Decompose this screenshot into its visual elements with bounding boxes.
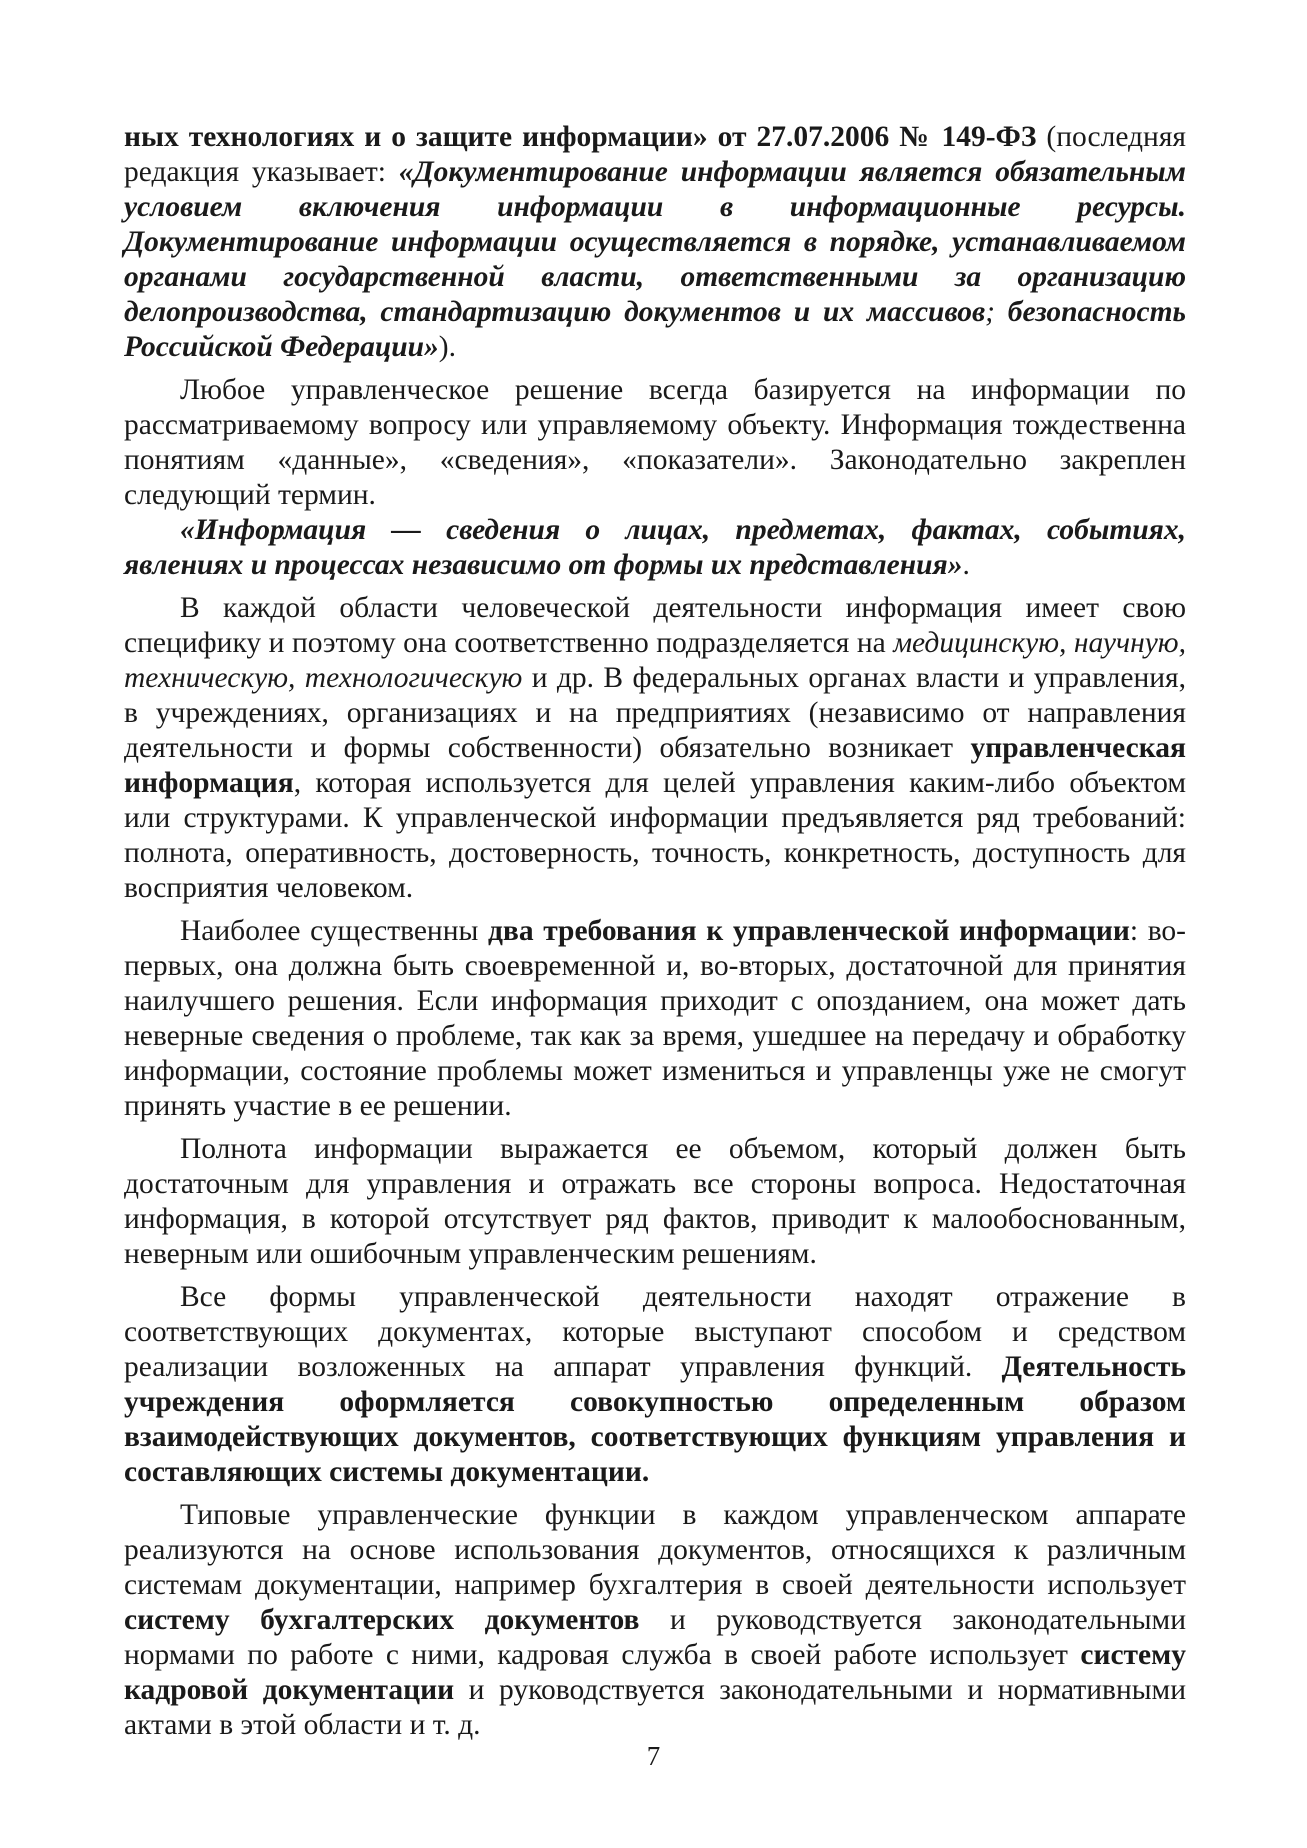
text-run: Деятельность учреждения оформляется совокупностью определенным образом взаимодействующих документов, соответствующих функциям управления и составляющих системы документации. [124,1351,1186,1488]
text-run: Наиболее существенны [180,915,488,947]
paragraph-5 [124,1132,1186,1272]
text-run: Полнота информации выражается ее объемом, который должен быть достаточным для управления и отражать все стороны вопроса. Недостаточная информация, в которой отсутствует ряд фактов, приводит к малообоснованным, неверным или ошибочным управленческим решениям. [124,1133,1186,1270]
paragraph-1 [124,373,1186,513]
text-run: В каждой области человеческой деятельности информация имеет свою специфику и поэтому она соответственно подразделяется на [124,592,1186,659]
text-run: ных технологиях и о защите информации» от 27.07.2006 № 149-ФЗ [124,121,1037,153]
page-number: 7 [646,1741,661,1771]
text-run: систему бухгалтерских документов [124,1604,640,1636]
text-run: . [962,549,970,581]
text-run: и др. В федеральных органах власти и управления, в учреждениях, организациях и на предприятиях (независимо от направления деятельности и формы собственности) обязательно возникает [124,662,1186,764]
page-body [124,120,1186,1743]
text-run: ; [985,296,1008,328]
text-run: медицинскую, научную, техническую, технологическую [124,627,1186,694]
text-run: Все формы управленческой деятельности находят отражение в соответствующих документах, которые выступают способом и средством реализации возложенных на аппарат управления функций. [124,1281,1186,1383]
text-run: управленческая информация [124,732,1186,799]
paragraph-7 [124,1498,1186,1743]
text-run: систему кадровой документации [124,1639,1186,1706]
text-run: Любое управленческое решение всегда базируется на информации по рассматриваемому вопросу или управляемому объекту. Информация тождественна понятиям «данные», «сведения», «показатели». Законодательно закреплен следующий термин. [124,374,1186,511]
text-run: ). [438,331,456,363]
paragraph-4 [124,914,1186,1124]
text-run: «Документирование информации является обязательным условием включения информации в информационные ресурсы. Документирование информации осуществляется в порядке, устанавливаемом органами государственной власти, ответственными за организацию делопроизводства, стандартизацию документов и их массивов [124,156,1186,328]
paragraph-0 [124,120,1186,365]
text-run: Типовые управленческие функции в каждом управленческом аппарате реализуются на основе использования документов, относящихся к различным системам документации, например бухгалтерия в своей деятельности использует [124,1499,1186,1601]
text-run: и руководствуется законодательными нормами по работе с ними, кадровая служба в своей работе использует [124,1604,1186,1671]
text-run: , которая используется для целей управления каким-либо объектом или структурами. К управленческой информации предъявляется ряд требований: полнота, оперативность, достоверность, точность, конкретность, доступность для восприятия человеком. [124,767,1186,904]
text-run: «Информация — сведения о лицах, предметах, фактах, событиях, явлениях и процессах независимо от формы их представления» [124,514,1186,581]
text-run: безопасность Российской Федерации» [124,296,1186,363]
paragraph-6 [124,1280,1186,1490]
text-run: (последняя редакция указывает: [124,121,1186,188]
text-run: : во-первых, она должна быть своевременной и, во-вторых, достаточной для принятия наилучшего решения. Если информация приходит с опозданием, она может дать неверные сведения о проблеме, так как за время, ушедшее на передачу и обработку информации, состояние проблемы может измениться и управленцы уже не смогут принять участие в ее решении. [124,915,1186,1122]
text-run: и руководствуется законодательными и нормативными актами в этой области и т. д. [124,1674,1187,1741]
text-run: два требования к управленческой информации [487,915,1130,947]
paragraph-definition [124,513,1186,583]
paragraph-3 [124,591,1186,906]
